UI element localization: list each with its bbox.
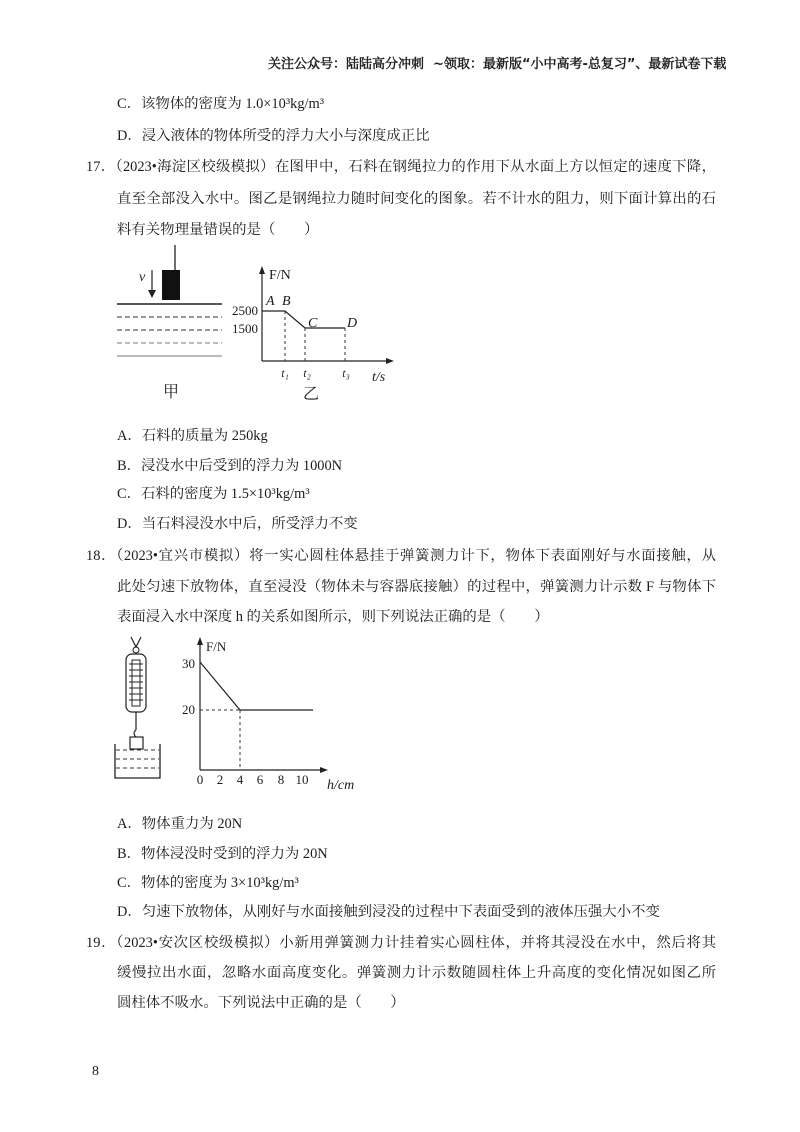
x-tick-label: 6 — [256, 772, 264, 787]
x-axis-label: t/s — [372, 370, 386, 385]
x-tick-label: 8 — [277, 772, 285, 787]
question-17-line-2: 直至全部没入水中。图乙是钢绳拉力随时间变化的图象。若不计水的阻力，则下面计算出的石 — [117, 191, 716, 207]
question-19-line-3: 圆柱体不吸水。下列说法中正确的是（ ） — [117, 995, 405, 1011]
force-curve — [262, 311, 345, 328]
figure-17-yi — [232, 266, 394, 403]
figure-caption-jia: 甲 — [162, 384, 180, 401]
q17-option-c: C．石料的密度为 1.5×10³kg/m³ — [117, 486, 310, 502]
point-label-a: A — [266, 294, 275, 309]
point-label-d: D — [347, 316, 358, 331]
y-axis-label: F/N — [269, 268, 291, 283]
velocity-arrow-head — [148, 290, 156, 298]
hanger-hook-top — [131, 637, 141, 647]
q18-option-d: D．匀速下放物体，从刚好与水面接触到浸没的过程中下表面受到的液体压强大小不变 — [117, 904, 660, 920]
velocity-label: v — [139, 270, 146, 285]
figure-17 — [100, 238, 400, 406]
page-header: 关注公众号：陆陆高分冲刺 ~领取：最新版“小中高考-总复习”、最新试卷下载 — [268, 57, 727, 72]
x-tick-label: 10 — [295, 772, 309, 787]
y-axis-arrow — [259, 266, 265, 274]
point-label-c: C — [308, 316, 318, 331]
question-18-line-3: 表面浸入水中深度 h 的关系如图所示，则下列说法正确的是（ ） — [117, 609, 549, 625]
y-axis-arrow — [197, 637, 203, 645]
x-axis-arrow — [320, 767, 328, 773]
y-tick-label: 20 — [182, 702, 195, 717]
x-axis-arrow — [386, 358, 394, 364]
figure-caption-yi: 乙 — [302, 386, 320, 403]
q18-option-b: B．物体浸没时受到的浮力为 20N — [117, 846, 328, 862]
question-18-line-1: 18．（2023•宜兴市模拟）将一实心圆柱体悬挂于弹簧测力计下，物体下表面刚好与水面接触，从 — [86, 548, 716, 564]
question-18-line-2: 此处匀速下放物体，直至浸没（物体未与容器底接触）的过程中，弹簧测力计示数 F 与物体下 — [117, 579, 716, 595]
x-tick-label: 0 — [196, 772, 204, 787]
spring-scale-slot — [132, 660, 140, 706]
question-17-line-3: 料有关物理量错误的是（ ） — [117, 222, 319, 238]
question-19-line-2: 缓慢拉出水面，忽略水面高度变化。弹簧测力计示数随圆柱体上升高度的变化情况如图乙所 — [117, 965, 716, 981]
figure-18 — [105, 630, 375, 800]
q17-option-a: A．石料的质量为 250kg — [117, 428, 268, 444]
y-tick-label: 2500 — [232, 303, 258, 318]
spring-scale-ticks — [129, 664, 143, 700]
x-tick-label: t₃ — [342, 366, 350, 380]
x-tick-label: t₂ — [303, 366, 311, 380]
x-tick-label: t₁ — [281, 366, 289, 380]
option-d-prev: D．浸入液体的物体所受的浮力大小与深度成正比 — [117, 128, 430, 144]
question-19-line-1: 19．（2023•安次区校级模拟）小新用弹簧测力计挂着实心圆柱体，并将其浸没在水中，然后将其 — [86, 935, 716, 951]
y-tick-label: 1500 — [232, 321, 258, 336]
x-tick-label: 2 — [216, 772, 224, 787]
x-tick-label: 4 — [236, 772, 244, 787]
option-c-prev: C．该物体的密度为 1.0×10³kg/m³ — [117, 96, 325, 112]
y-axis-label: F/N — [206, 639, 227, 654]
q17-option-b: B．浸没水中后受到的浮力为 1000N — [117, 458, 343, 474]
spring-scale-body — [126, 654, 146, 712]
figure-17-jia — [117, 245, 222, 401]
force-depth-graph — [182, 637, 354, 793]
force-curve — [200, 662, 313, 710]
q17-option-d: D．当石料浸没水中后，所受浮力不变 — [117, 516, 358, 532]
spring-scale-hook — [134, 730, 136, 737]
point-label-b: B — [282, 294, 291, 309]
question-17-line-1: 17．（2023•海淀区校级模拟）在图甲中，石料在钢绳拉力的作用下从水面上方以恒定的速度下降， — [86, 159, 716, 175]
q18-option-c: C．物体的密度为 3×10³kg/m³ — [117, 875, 299, 891]
spring-scale-apparatus — [115, 637, 160, 778]
stone-block — [162, 270, 180, 300]
cylinder-object — [130, 737, 143, 749]
x-axis-label: h/cm — [327, 778, 355, 793]
page-number: 8 — [92, 1064, 99, 1079]
q18-option-a: A．物体重力为 20N — [117, 816, 243, 832]
y-tick-label: 30 — [182, 656, 195, 671]
